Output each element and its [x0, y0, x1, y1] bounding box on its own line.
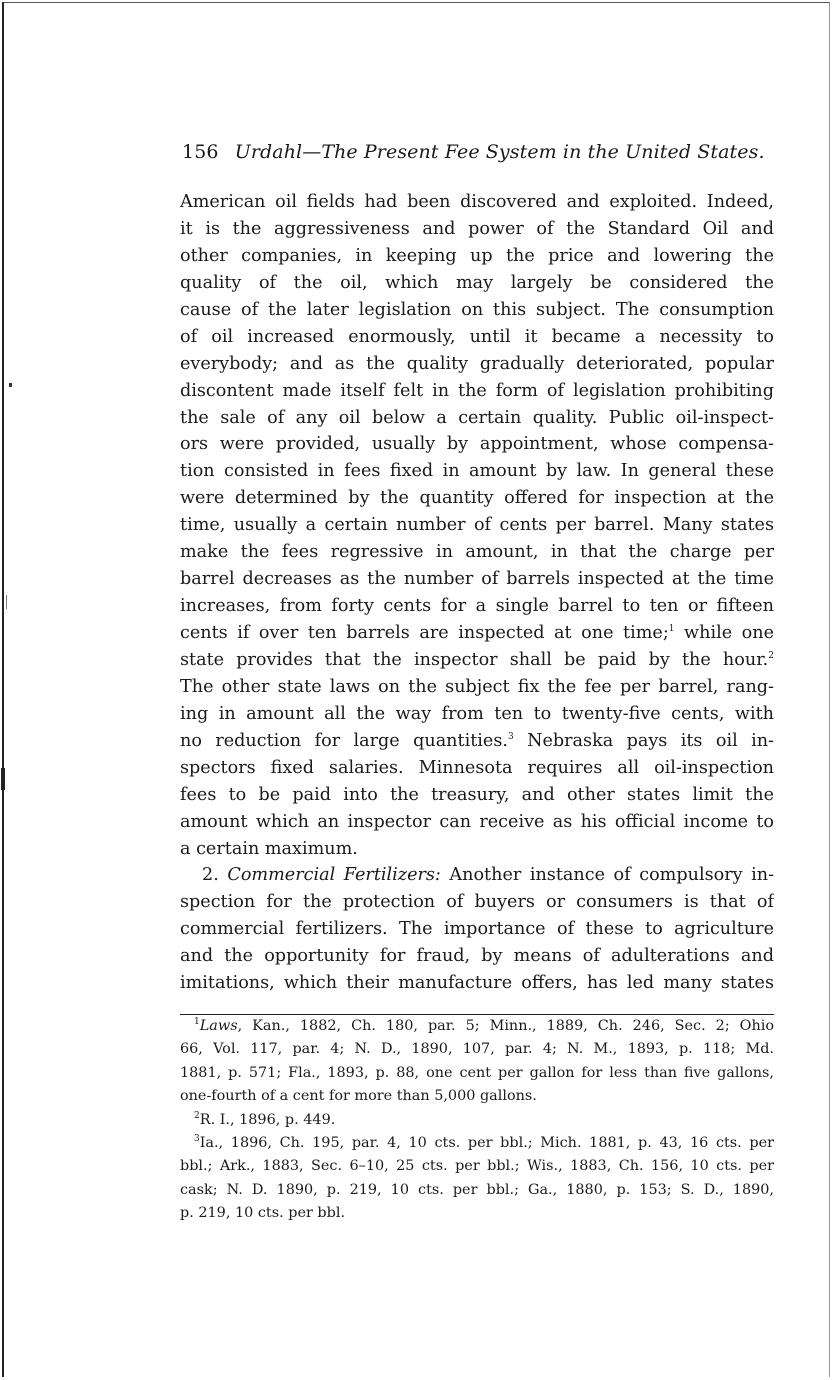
text-line: make the fees regressive in amount, in that the charge per [180, 542, 774, 563]
text-line: ing in amount all the way from ten to twenty-five cents, with [180, 703, 774, 724]
text-line: discontent made itself felt in the form of legislation prohibiting [180, 380, 774, 401]
footnote-word: Laws [199, 1018, 238, 1034]
text-line: and the opportunity for fraud, by means of adulterations and [180, 946, 774, 967]
footnote-mark: 3 [194, 1134, 200, 1145]
text-line: tion consisted in fees fixed in amount by law. In general these [180, 461, 774, 482]
text-line: a certain maximum. [180, 838, 358, 859]
footnote-mark: 2 [194, 1110, 200, 1121]
footnote-line: bbl.; Ark., 1883, Sec. 6–10, 25 cts. per bbl.; Wis., 1883, Ch. 156, 10 cts. per [180, 1158, 774, 1175]
footnote-line: p. 219, 10 cts. per bbl. [180, 1205, 346, 1222]
text-run: cents if over ten barrels are inspected at one time; [180, 623, 669, 643]
running-header [182, 141, 765, 163]
text-line: everybody; and as the quality gradually deteriorated, popular [180, 353, 774, 374]
text-line: spectors fixed salaries. Minnesota requires all oil-inspection [180, 757, 774, 778]
text-line: barrel decreases as the number of barrels inspected at the time [180, 569, 774, 590]
text-line: increases, from forty cents for a single barrel to ten or fifteen [180, 596, 774, 617]
text-line: it is the aggressiveness and power of the Standard Oil and [180, 218, 774, 239]
footnote-2 [180, 1109, 774, 1132]
body-text [180, 189, 774, 997]
text-line: American oil fields had been discovered and exploited. Indeed, [180, 192, 774, 212]
footnote-ref-3: 3 [507, 731, 514, 742]
text-run: state provides that the inspector shall be paid by the hour. [180, 649, 769, 670]
text-line: spection for the protection of buyers or consumers is that of [180, 892, 774, 913]
running-title: Urdahl—The Present Fee System in the United States. [234, 141, 765, 163]
text-line: time, usually a certain number of cents per barrel. Many states [180, 515, 774, 536]
text-line: the sale of any oil below a certain quality. Public oil-inspect- [180, 407, 774, 428]
footnote-ref-1: 1 [668, 624, 675, 635]
footnote-line: one-fourth of a cent for more than 5,000 gallons. [180, 1088, 537, 1105]
text-line [180, 620, 774, 647]
margin-mark [6, 595, 7, 609]
text-run: Nebraska pays its oil in- [513, 730, 774, 751]
text-line: fees to be paid into the treasury, and other states limit the [180, 784, 774, 805]
text-line: amount which an inspector can receive as his official income to [180, 811, 774, 832]
page-number: 156 [182, 141, 219, 163]
footnote-3 [180, 1132, 774, 1155]
footnotes [180, 1014, 774, 1226]
text-line: The other state laws on the subject fix the fee per barrel, rang- [180, 676, 774, 697]
footnote-1 [180, 1015, 774, 1038]
text-line [180, 728, 774, 755]
text-line: were determined by the quantity offered for inspection at the [180, 488, 774, 509]
footnote-ref-2: 2 [768, 651, 774, 662]
text-line [180, 862, 774, 889]
text-line: other companies, in keeping up the price and lowering the [180, 245, 774, 266]
footnote-line: 1881, p. 571; Fla., 1893, p. 88, one cent per gallon for less than five gallons, [180, 1064, 774, 1081]
text-run: Ia., 1896, Ch. 195, par. 4, 10 cts. per bbl.; Mich. 1881, p. 43, 16 cts. per [199, 1134, 774, 1151]
text-line: imitations, which their manufacture offers, has led many states [180, 973, 774, 994]
text-line: cause of the later legislation on this subject. The consumption [180, 299, 774, 320]
text-line: commercial fertilizers. The importance of these to agriculture [180, 919, 774, 940]
footnote-mark: 1 [194, 1017, 200, 1028]
text-run: while one [674, 623, 774, 643]
text-line: ors were provided, usually by appointment, whose compensa- [180, 434, 774, 455]
text-line: of oil increased enormously, until it became a necessity to [180, 326, 774, 347]
section-number: 2. [202, 865, 219, 886]
text-run: R. I., 1896, p. 449. [199, 1111, 336, 1128]
margin-mark [9, 383, 12, 387]
text-line: quality of the oil, which may largely be considered the [180, 272, 774, 293]
footnote-line: 66, Vol. 117, par. 4; N. D., 1890, 107, par. 4; N. M., 1893, p. 118; Md. [180, 1041, 774, 1058]
text-line [180, 647, 774, 674]
section-heading: Commercial Fertilizers: [227, 865, 441, 886]
text-run: Another instance of compulsory in- [440, 865, 774, 886]
footnote-line: cask; N. D. 1890, p. 219, 10 cts. per bbl.; Ga., 1880, p. 153; S. D., 1890, [180, 1181, 774, 1198]
text-run: no reduction for large quantities. [180, 730, 508, 751]
text-run: , Kan., 1882, Ch. 180, par. 5; Minn., 1889, Ch. 246, Sec. 2; Ohio [237, 1018, 774, 1034]
margin-mark [1, 768, 5, 790]
